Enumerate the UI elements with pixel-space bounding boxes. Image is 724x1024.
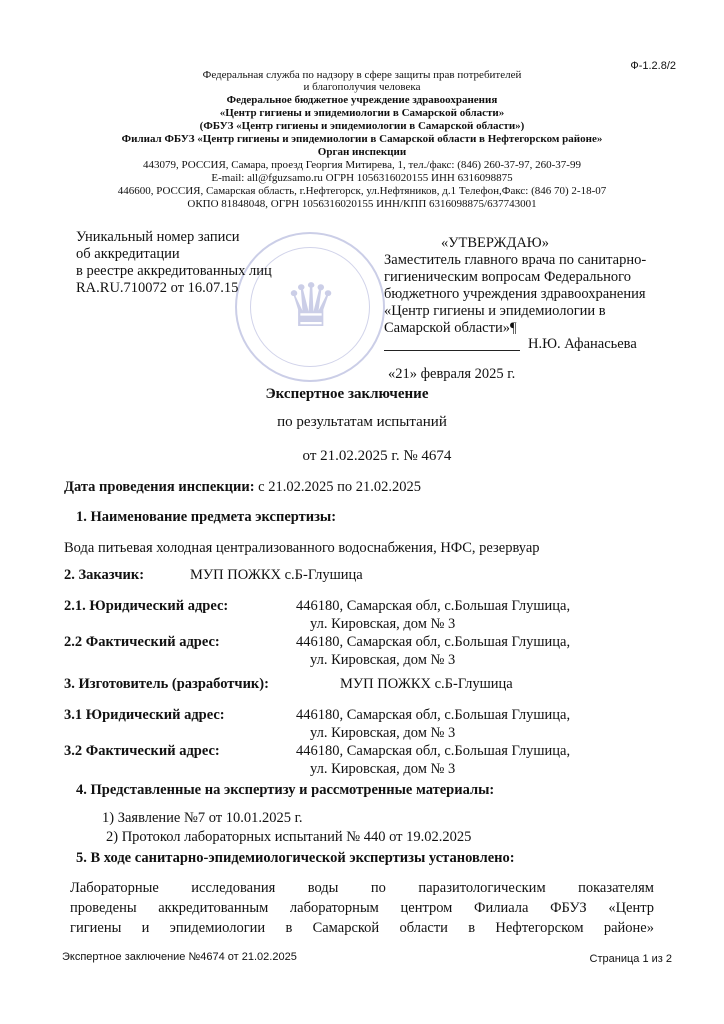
section-5-line-1: Лабораторные исследования воды по паразитологическим показателям	[70, 880, 654, 896]
emblem-icon: ♛	[284, 273, 338, 339]
section-3-2-label: 3.2 Фактический адрес:	[64, 743, 220, 759]
section-3-2-value-1: 446180, Самарская обл, с.Большая Глушица,	[296, 743, 571, 759]
section-3-label: 3. Изготовитель (разработчик):	[64, 676, 269, 692]
inspection-dates-value: с 21.02.2025 по 21.02.2025	[258, 479, 421, 495]
section-2-label: 2. Заказчик:	[64, 567, 145, 583]
header-line-institution: Федеральное бюджетное учреждение здравоохранения	[226, 94, 498, 106]
section-1-value: Вода питьевая холодная централизованного водоснабжения, НФС, резервуар	[64, 540, 540, 556]
section-2-2-value-2: ул. Кировская, дом № 3	[310, 652, 456, 668]
header-line-address: 443079, РОССИЯ, Самара, проезд Георгия Митирева, 1, тел./факс: (846) 260-37-97, 260-37-99	[143, 159, 581, 171]
approval-line-1: Заместитель главного врача по санитарно-	[384, 252, 647, 268]
document-title: Экспертное заключение	[265, 386, 429, 402]
section-2-1-label: 2.1. Юридический адрес:	[64, 598, 229, 614]
section-1-heading: 1. Наименование предмета экспертизы:	[76, 509, 337, 525]
accreditation-line-2: об аккредитации	[76, 246, 180, 262]
document-number-date: от 21.02.2025 г. № 4674	[302, 448, 452, 464]
section-3-1-value-2: ул. Кировская, дом № 3	[310, 725, 456, 741]
header-line-agency-2: и благополучия человека	[303, 81, 421, 93]
form-code: Ф-1.2.8/2	[630, 60, 676, 72]
header-line-center: «Центр гигиены и эпидемиологии в Самарской области»	[219, 107, 505, 119]
section-2-value: МУП ПОЖКХ с.Б-Глушица	[190, 567, 363, 583]
section-4-item-1: 1) Заявление №7 от 10.01.2025 г.	[102, 810, 303, 826]
approval-line-4: «Центр гигиены и эпидемиологии в	[384, 303, 606, 319]
accreditation-line-3: в реестре аккредитованных лиц	[76, 263, 272, 279]
document-subtitle: по результатам испытаний	[277, 414, 447, 430]
approval-signatory: Н.Ю. Афанасьева	[528, 336, 637, 352]
accreditation-line-1: Уникальный номер записи	[76, 229, 240, 245]
section-5-heading: 5. В ходе санитарно-эпидемиологической экспертизы установлено:	[76, 850, 515, 866]
footer-left: Экспертное заключение №4674 от 21.02.2025	[62, 951, 297, 963]
inspection-dates-label: Дата проведения инспекции:	[64, 479, 255, 495]
signature-line	[384, 350, 520, 351]
section-5-line-2: проведены аккредитованным лабораторным центром Филиала ФБУЗ «Центр	[70, 900, 654, 916]
approval-date: «21» февраля 2025 г.	[388, 366, 516, 382]
section-3-value: МУП ПОЖКХ с.Б-Глушица	[340, 676, 513, 692]
section-5-line-3: гигиены и эпидемиологии в Самарской области в Нефтегорском районе»	[70, 920, 654, 936]
footer-page-number: Страница 1 из 2	[589, 953, 672, 965]
header-line-branch-address: 446600, РОССИЯ, Самарская область, г.Нефтегорск, ул.Нефтяников, д.1 Телефон,Факс: (846 70) 2-18-07	[117, 185, 607, 197]
header-line-email: E-mail: all@fguzsamo.ru ОГРН 1056316020155 ИНН 6316098875	[211, 172, 513, 184]
section-4-item-2: 2) Протокол лабораторных испытаний № 440 от 19.02.2025	[106, 829, 472, 845]
section-3-1-label: 3.1 Юридический адрес:	[64, 707, 225, 723]
header-line-branch: Филиал ФБУЗ «Центр гигиены и эпидемиологии в Самарской области в Нефтегорском районе»	[121, 133, 603, 145]
header-line-okpo: ОКПО 81848048, ОГРН 1056316020155 ИНН/КПП 6316098875/637743001	[187, 198, 537, 210]
section-4-heading: 4. Представленные на экспертизу и рассмотренные материалы:	[76, 782, 495, 798]
approval-line-5: Самарской области»¶	[384, 320, 517, 336]
approval-title: «УТВЕРЖДАЮ»	[441, 235, 549, 251]
accreditation-number: RA.RU.710072 от 16.07.15	[76, 280, 239, 296]
approval-line-3: бюджетного учреждения здравоохранения	[384, 286, 646, 302]
section-3-2-value-2: ул. Кировская, дом № 3	[310, 761, 456, 777]
section-2-1-value-1: 446180, Самарская обл, с.Большая Глушица,	[296, 598, 571, 614]
section-2-2-label: 2.2 Фактический адрес:	[64, 634, 220, 650]
header-line-agency: Федеральная служба по надзору в сфере защиты прав потребителей	[202, 69, 522, 81]
section-2-2-value-1: 446180, Самарская обл, с.Большая Глушица,	[296, 634, 571, 650]
inspection-dates	[64, 479, 421, 496]
header-line-center-abbr: (ФБУЗ «Центр гигиены и эпидемиологии в Самарской области»)	[199, 120, 525, 132]
section-3-1-value-1: 446180, Самарская обл, с.Большая Глушица,	[296, 707, 571, 723]
section-2-1-value-2: ул. Кировская, дом № 3	[310, 616, 456, 632]
approval-line-2: гигиеническим вопросам Федерального	[384, 269, 631, 285]
header-line-inspection-body: Орган инспекции	[317, 146, 407, 158]
